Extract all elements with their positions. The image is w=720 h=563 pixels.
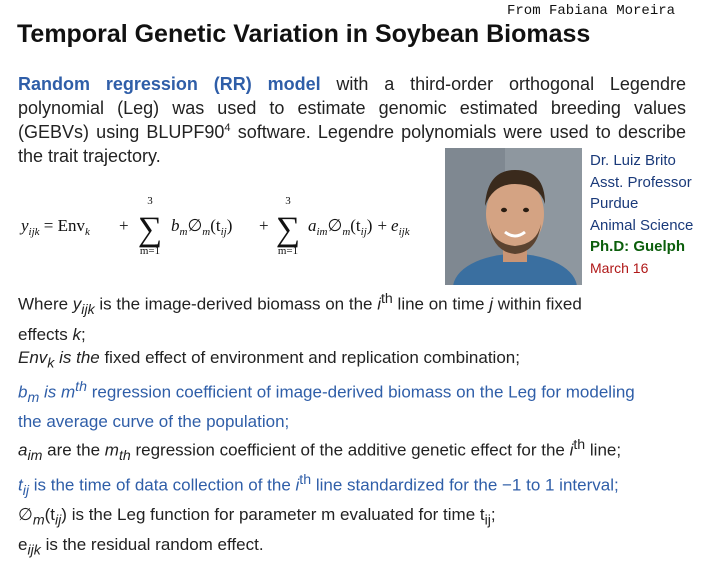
- speaker-position: Asst. Professor: [590, 173, 692, 191]
- eq-phi-2-sub: m: [342, 226, 351, 238]
- definition-e: [18, 533, 690, 563]
- eq-plus-2: +: [259, 216, 269, 235]
- def-k: k: [72, 324, 81, 344]
- author-credit: From Fabiana Moreira: [507, 3, 676, 19]
- eq-sum1-top: 3: [147, 195, 153, 207]
- eq-phi-1: ∅: [187, 216, 203, 235]
- def-env-is: is the: [54, 348, 100, 368]
- def-env-sub: k: [47, 355, 55, 372]
- def-phi-arg-sub: ij: [55, 512, 62, 529]
- def-phi-close: ): [61, 505, 67, 525]
- speaker-department: Animal Science: [590, 216, 694, 234]
- eq-lhs-y: y: [21, 216, 29, 235]
- speaker-portrait-image: [445, 148, 582, 285]
- speaker-phd: Ph.D: Guelph: [590, 238, 685, 255]
- def-y: y: [72, 294, 82, 314]
- speaker-name: Dr. Luiz Brito: [590, 152, 676, 169]
- def-b-text: regression coefficient of image-derived biomass on the Leg for modeling: [86, 382, 635, 402]
- def-phi-text: is the Leg function for parameter m evaluated for time t: [66, 505, 485, 525]
- svg-text:yijk = Envk: [19, 216, 91, 238]
- def-a-end: line;: [585, 440, 622, 460]
- def-b-is: is: [39, 382, 61, 402]
- def-y-text-2: line on time: [392, 294, 490, 314]
- def-b-sub: m: [27, 389, 40, 406]
- def-env-text: fixed effect of environment and replication combination;: [99, 348, 520, 368]
- def-phi-sub: m: [32, 512, 45, 529]
- def-semicolon: ;: [81, 324, 86, 344]
- def-e-sub: ijk: [27, 542, 41, 559]
- def-a-sub: im: [27, 448, 43, 465]
- eq-sum2-top: 3: [285, 195, 291, 207]
- def-y-sub: ijk: [81, 302, 95, 319]
- keyword-rr: (RR): [213, 74, 252, 94]
- eq-t-2-sub: ij: [360, 226, 367, 238]
- eq-sum2-bottom: m=1: [277, 245, 299, 257]
- eq-plus-3: +: [377, 216, 388, 235]
- def-t-i: i: [295, 475, 300, 495]
- def-b-text-2: the average curve of the population;: [18, 412, 290, 432]
- speaker-info: [590, 150, 693, 279]
- eq-a: a: [308, 216, 317, 235]
- reference-number: 4: [224, 122, 231, 134]
- eq-close-2: ): [366, 216, 373, 235]
- keyword-model: model: [267, 74, 321, 94]
- speaker-university: Purdue: [590, 195, 639, 212]
- definitions-list: [18, 288, 690, 563]
- eq-e: e: [391, 216, 399, 235]
- eq-e-sub: ijk: [398, 226, 410, 238]
- def-a-mth: th: [118, 448, 131, 465]
- def-a-i: i: [569, 440, 574, 460]
- talk-date: March 16: [590, 259, 649, 276]
- slide-title: Temporal Genetic Variation in Soybean Biomass: [17, 20, 591, 48]
- definition-y-cont: [18, 323, 690, 347]
- def-y-text: is the image-derived biomass on the: [94, 294, 378, 314]
- def-y-text-3: within fixed: [492, 294, 582, 314]
- eq-a-sub: im: [316, 226, 328, 238]
- def-effects: effects: [18, 324, 73, 344]
- def-a-text: regression coefficient of the additive genetic effect for the: [130, 440, 570, 460]
- def-a-are: are the: [42, 440, 105, 460]
- model-equation: [19, 190, 449, 260]
- def-t: t: [18, 475, 23, 495]
- svg-text:aim∅m(tij)+eijk: [308, 216, 411, 238]
- def-phi-arg: (t: [44, 505, 55, 525]
- eq-sum1-bottom: m=1: [139, 245, 161, 257]
- def-e: e: [18, 534, 28, 554]
- keyword-regression: regression: [105, 74, 198, 94]
- eq-t-1-sub: ij: [220, 226, 227, 238]
- speaker-photo: [445, 148, 582, 285]
- def-i-th: th: [381, 291, 393, 307]
- def-where: Where: [18, 294, 73, 314]
- def-t-text-2: line standardized for the −1 to 1 interval;: [311, 475, 619, 495]
- def-phi-text-sub: ij: [484, 512, 491, 529]
- def-a-th: th: [573, 436, 586, 453]
- eq-env-sub: k: [85, 226, 90, 238]
- definition-b: [18, 376, 690, 411]
- eq-t-1: (t: [210, 216, 221, 235]
- def-env: Env: [18, 348, 48, 368]
- definition-phi: [18, 503, 690, 533]
- def-b-m: m: [61, 382, 76, 402]
- eq-plus-1: +: [119, 216, 129, 235]
- def-phi-end: ;: [490, 505, 496, 525]
- def-b: b: [18, 382, 28, 402]
- def-t-text: is the time of data collection of the: [29, 475, 296, 495]
- definition-y: [18, 288, 690, 323]
- def-e-text: is the residual random effect.: [40, 534, 264, 554]
- eq-close-1: ): [226, 216, 233, 235]
- intro-text-b: software. Legendre polynomials were used to describe the trait trajectory.: [18, 122, 686, 166]
- def-t-sub: ij: [22, 482, 30, 499]
- eq-b-sub: m: [179, 226, 188, 238]
- eq-phi-1-sub: m: [202, 226, 211, 238]
- def-a-m: m: [104, 440, 119, 460]
- def-j: j: [489, 294, 493, 314]
- eq-b: b: [171, 216, 180, 235]
- definition-a: [18, 434, 690, 469]
- definition-env: [18, 346, 690, 376]
- def-a: a: [18, 440, 28, 460]
- intro-paragraph: [18, 72, 686, 168]
- eq-lhs-sub: ijk: [28, 226, 40, 238]
- def-phi: ∅: [18, 505, 33, 525]
- def-b-th: th: [75, 378, 87, 395]
- def-i: i: [377, 294, 381, 314]
- eq-sum1-sigma: ∑: [137, 211, 163, 248]
- definition-t: [18, 469, 690, 504]
- eq-t-2: (t: [350, 216, 361, 235]
- eq-sum2-sigma: ∑: [275, 211, 301, 248]
- eq-phi-2: ∅: [327, 216, 343, 235]
- intro-text-a: with a third-order orthogonal Legendre polynomial (Leg) was used to estimate genomic estimated breeding values (GEBVs) using BLUPF90: [18, 74, 686, 142]
- svg-text:bm∅m(tij): [171, 216, 232, 238]
- def-t-th: th: [299, 471, 312, 488]
- keyword-random: Random: [18, 74, 90, 94]
- definition-b-cont: [18, 410, 690, 434]
- eq-env: = Env: [39, 216, 86, 235]
